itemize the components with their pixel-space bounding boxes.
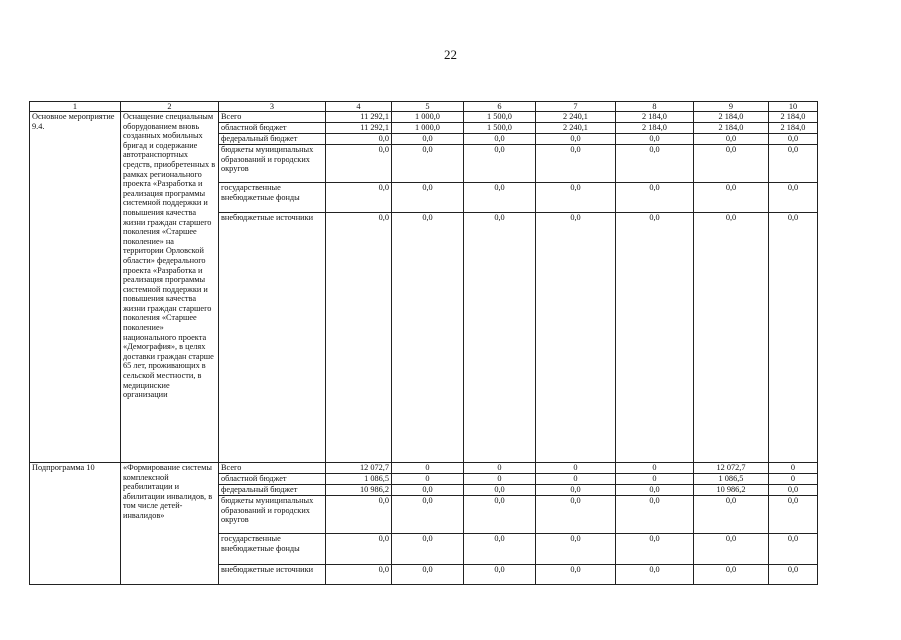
source-cell: внебюджетные источники bbox=[219, 565, 326, 585]
value-cell: 0,0 bbox=[769, 213, 818, 463]
value-cell: 2 184,0 bbox=[769, 123, 818, 134]
value-cell: 2 184,0 bbox=[694, 112, 769, 123]
value-cell: 0,0 bbox=[536, 134, 616, 145]
source-cell: федеральный бюджет bbox=[219, 134, 326, 145]
value-cell: 0,0 bbox=[616, 534, 694, 565]
value-cell: 0,0 bbox=[326, 565, 392, 585]
header-cell: 2 bbox=[121, 102, 219, 112]
value-cell: 0,0 bbox=[694, 183, 769, 213]
value-cell: 0,0 bbox=[536, 213, 616, 463]
value-cell: 0,0 bbox=[326, 134, 392, 145]
value-cell: 0,0 bbox=[392, 534, 464, 565]
measure-cell: Основное мероприятие 9.4. bbox=[30, 112, 121, 463]
value-cell: 0 bbox=[536, 463, 616, 474]
source-cell: государственные внебюджетные фонды bbox=[219, 534, 326, 565]
value-cell: 12 072,7 bbox=[694, 463, 769, 474]
value-cell: 0,0 bbox=[536, 534, 616, 565]
value-cell: 10 986,2 bbox=[326, 485, 392, 496]
value-cell: 0,0 bbox=[392, 485, 464, 496]
value-cell: 0,0 bbox=[769, 134, 818, 145]
value-cell: 0,0 bbox=[769, 145, 818, 183]
value-cell: 2 184,0 bbox=[769, 112, 818, 123]
value-cell: 0 bbox=[769, 474, 818, 485]
value-cell: 11 292,1 bbox=[326, 123, 392, 134]
header-cell: 10 bbox=[769, 102, 818, 112]
value-cell: 0,0 bbox=[694, 496, 769, 534]
value-cell: 1 000,0 bbox=[392, 112, 464, 123]
value-cell: 0,0 bbox=[536, 565, 616, 585]
value-cell: 0,0 bbox=[464, 534, 536, 565]
source-cell: областной бюджет bbox=[219, 474, 326, 485]
value-cell: 0,0 bbox=[694, 145, 769, 183]
value-cell: 0,0 bbox=[464, 134, 536, 145]
value-cell: 0,0 bbox=[392, 145, 464, 183]
value-cell: 0,0 bbox=[464, 485, 536, 496]
value-cell: 0,0 bbox=[694, 534, 769, 565]
source-cell: внебюджетные источники bbox=[219, 213, 326, 463]
value-cell: 0,0 bbox=[616, 565, 694, 585]
value-cell: 0,0 bbox=[464, 565, 536, 585]
value-cell: 0,0 bbox=[464, 145, 536, 183]
value-cell: 11 292,1 bbox=[326, 112, 392, 123]
value-cell: 10 986,2 bbox=[694, 485, 769, 496]
value-cell: 0,0 bbox=[392, 183, 464, 213]
value-cell: 0,0 bbox=[769, 534, 818, 565]
value-cell: 2 240,1 bbox=[536, 123, 616, 134]
value-cell: 0 bbox=[536, 474, 616, 485]
value-cell: 1 500,0 bbox=[464, 123, 536, 134]
header-cell: 1 bbox=[30, 102, 121, 112]
value-cell: 0,0 bbox=[769, 485, 818, 496]
value-cell: 2 184,0 bbox=[616, 112, 694, 123]
value-cell: 2 184,0 bbox=[616, 123, 694, 134]
table-row bbox=[30, 463, 818, 474]
value-cell: 0,0 bbox=[536, 145, 616, 183]
source-cell: областной бюджет bbox=[219, 123, 326, 134]
value-cell: 0,0 bbox=[616, 145, 694, 183]
value-cell: 0,0 bbox=[536, 496, 616, 534]
value-cell: 0,0 bbox=[392, 134, 464, 145]
value-cell: 0,0 bbox=[326, 183, 392, 213]
value-cell: 0,0 bbox=[326, 145, 392, 183]
value-cell: 0,0 bbox=[326, 534, 392, 565]
source-cell: государственные внебюджетные фонды bbox=[219, 183, 326, 213]
source-cell: бюджеты муниципальных образований и городских округов bbox=[219, 145, 326, 183]
value-cell: 0 bbox=[769, 463, 818, 474]
value-cell: 0,0 bbox=[616, 213, 694, 463]
value-cell: 0,0 bbox=[326, 496, 392, 534]
value-cell: 0,0 bbox=[616, 134, 694, 145]
header-cell: 9 bbox=[694, 102, 769, 112]
value-cell: 0,0 bbox=[769, 496, 818, 534]
value-cell: 2 240,1 bbox=[536, 112, 616, 123]
value-cell: 0,0 bbox=[326, 213, 392, 463]
value-cell: 0,0 bbox=[464, 213, 536, 463]
measure-cell: Подпрограмма 10 bbox=[30, 463, 121, 585]
header-cell: 3 bbox=[219, 102, 326, 112]
table-row bbox=[30, 112, 818, 123]
budget-table bbox=[29, 101, 818, 585]
header-cell: 6 bbox=[464, 102, 536, 112]
value-cell: 0,0 bbox=[769, 565, 818, 585]
value-cell: 0,0 bbox=[464, 183, 536, 213]
header-cell: 8 bbox=[616, 102, 694, 112]
source-cell: бюджеты муниципальных образований и городских округов bbox=[219, 496, 326, 534]
value-cell: 0,0 bbox=[392, 496, 464, 534]
header-cell: 7 bbox=[536, 102, 616, 112]
value-cell: 0,0 bbox=[392, 213, 464, 463]
description-cell: «Формирование системы комплексной реабилитации и абилитации инвалидов, в том числе детей-инвалидов» bbox=[121, 463, 219, 585]
value-cell: 0,0 bbox=[536, 183, 616, 213]
value-cell: 0 bbox=[464, 463, 536, 474]
value-cell: 0 bbox=[616, 474, 694, 485]
value-cell: 0,0 bbox=[769, 183, 818, 213]
value-cell: 0,0 bbox=[616, 183, 694, 213]
header-cell: 5 bbox=[392, 102, 464, 112]
value-cell: 0,0 bbox=[616, 485, 694, 496]
source-cell: Всего bbox=[219, 112, 326, 123]
header-row bbox=[30, 102, 818, 112]
value-cell: 1 000,0 bbox=[392, 123, 464, 134]
value-cell: 0 bbox=[464, 474, 536, 485]
value-cell: 0,0 bbox=[694, 213, 769, 463]
value-cell: 0,0 bbox=[616, 496, 694, 534]
value-cell: 0,0 bbox=[464, 496, 536, 534]
value-cell: 2 184,0 bbox=[694, 123, 769, 134]
header-cell: 4 bbox=[326, 102, 392, 112]
value-cell: 12 072,7 bbox=[326, 463, 392, 474]
value-cell: 1 086,5 bbox=[326, 474, 392, 485]
value-cell: 0 bbox=[392, 463, 464, 474]
value-cell: 0,0 bbox=[536, 485, 616, 496]
description-cell: Оснащение специальным оборудованием вновь созданных мобильных бригад и содержание автотранспортных средств, приобретенных в рамках регионального проекта «Разработка и реализация программы системной поддержки и повышения качества жизни граждан старшего поколения «Старшее поколение» на территории Орловской области» федерального проекта «Разработка и реализация программы системной поддержки и повышения качества жизни граждан старшего поколения «Старшее поколение» национального проекта «Демография», в целях доставки граждан старше 65 лет, проживающих в сельской местности, в медицинские организации bbox=[121, 112, 219, 463]
value-cell: 0 bbox=[616, 463, 694, 474]
value-cell: 1 500,0 bbox=[464, 112, 536, 123]
page-number: 22 bbox=[444, 47, 457, 62]
value-cell: 1 086,5 bbox=[694, 474, 769, 485]
value-cell: 0,0 bbox=[392, 565, 464, 585]
value-cell: 0,0 bbox=[694, 565, 769, 585]
value-cell: 0,0 bbox=[694, 134, 769, 145]
value-cell: 0 bbox=[392, 474, 464, 485]
source-cell: Всего bbox=[219, 463, 326, 474]
source-cell: федеральный бюджет bbox=[219, 485, 326, 496]
